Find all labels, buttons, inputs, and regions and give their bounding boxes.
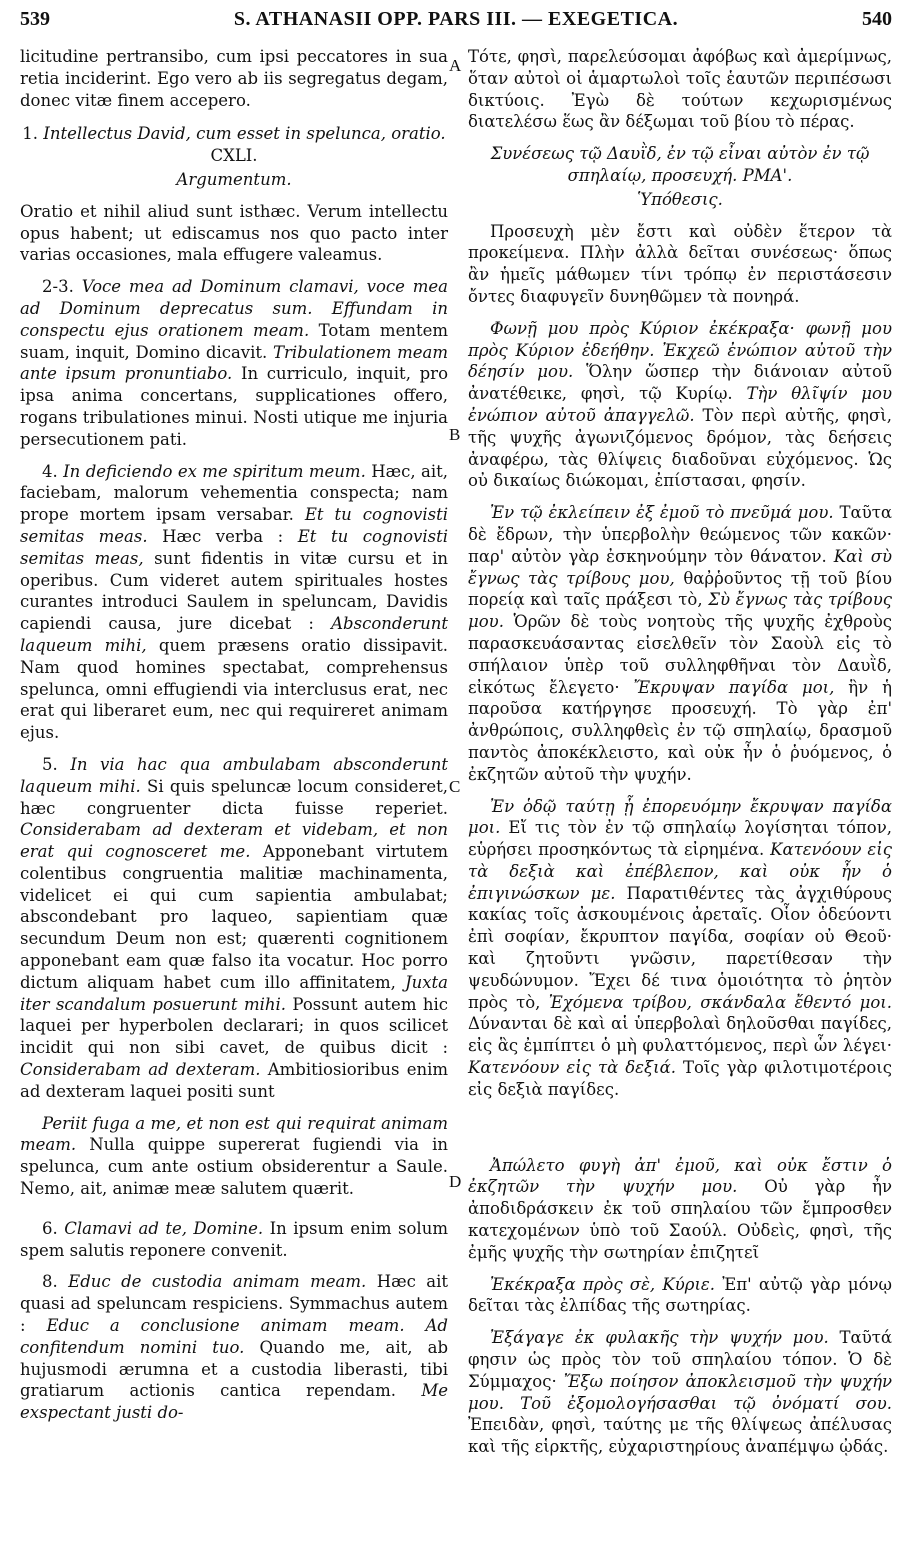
latin-paragraph-6: 5. In via hac qua ambulabam absconderunt laqueum mihi. Si quis speluncæ locum consideret, hæc congruenter dicta fuisse reperiet. Considerabam ad dexteram et videbam, et non erat qui cognosceret me. Apponebant virtutem colentibus congruentia malitiæ machinamenta, videlicet ei qui cum sapientia ambulabat; abscondebant pro laqueo, sapientiam quæ secundum Deum non est; quærenti cognitionem apponebant eam quæ falso ita vocatur. Hoc porro dictum aliquam habet cum illo affinitatem, Juxta iter scandalum posuerunt mihi. Possunt autem hic laquei per hyperbolen declarari; in quos scilicet incidit qui non sibi cavet, de quibus dicit : Considerabam ad dexteram. Ambitiosioribus enim ad dexteram laquei positi sunt [20,754,449,1101]
greek-paragraph-1: Συνέσεως τῷ Δαυῒδ, ἐν τῷ εἶναι αὐτὸν ἐν τῷ σπηλαίῳ, προσευχή. ΡΜΑ'. [490,144,870,185]
greek-paragraph-6: Ἐν ὁδῷ ταύτῃ ᾗ ἐπορευόμην ἔκρυψαν παγίδα μοι. Εἴ τις τὸν ἐν τῷ σπηλαίῳ λογίσηται τόπον, εὑρήσει προσηκόντως τὰ εἰρημένα. Κατενόουν εἰς τὰ δεξιὰ καὶ ἐπέβλεπον, καὶ οὐκ ἦν ὁ ἐπιγινώσκων με. Παρατιθέντες τὰς ἀγχιθύρους κακίας τοῖς ἀσκουμένοις ἀρεταῖς. Οἷον ὁδεύοντι ἐπὶ σοφίαν, ἔκρυπτον παγίδα, σοφίαν οὐ Θεοῦ· καὶ ζητοῦντι γνῶσιν, παρετίθεσαν τὴν ψευδώνυμον. Ἔχει δέ τινα ὁμοιότητα τὸ ῥητὸν πρὸς τὸ, Ἐχόμενα τρίβου, σκάνδαλα ἔθεντό μοι. Δύνανται δὲ καὶ αἱ ὑπερβολαὶ δηλοῦσθαι παγίδες, εἰς ἃς ἐμπίπτει ὁ μὴ φυλαττόμενος, περὶ ὧν λέγει· Κατενόουν εἰς τὰ δεξιά. Τοῖς γὰρ φιλοτιμοτέροις εἰς δεξιὰ παγίδες. [468,796,892,1099]
greek-paragraph-2: Ὑπόθεσις. [637,189,723,209]
latin-paragraph-9: 8. Educ de custodia animam meam. Hæc ait quasi ad speluncam respiciens. Symmachus autem : Educ a conclusione animam meam. Ad confitendum nomini tuo. Quando me, ait, ab hujusmodi ærumna et a custodia liberasti, tibi gratiarum actionis cantica rependam. Me exspectant justi do- [20,1272,449,1423]
section-marker-c: C [449,777,461,796]
greek-paragraph-7: Ἀπώλετο φυγὴ ἀπ' ἐμοῦ, καὶ οὐκ ἔστιν ὁ ἐκζητῶν τὴν ψυχήν μου. Οὐ γὰρ ἦν ἀποδιδράσκειν ἐκ τοῦ σπηλαίου τῶν ἔμπροσθεν κατεχομένων ὑπὸ τοῦ Σαούλ. Οὐδεὶς, φησὶ, τῆς ἐμῆς ψυχῆς τὴν σωτηρίαν ἐπιζητεῖ [468,1155,892,1262]
section-marker-d: D [449,1172,462,1191]
greek-paragraph-3: Προσευχὴ μὲν ἔστι καὶ οὐδὲν ἕτερον τὰ προκείμενα. Πλὴν ἀλλὰ δεῖται συνέσεως· ὅπως ἂν ἡμεῖς μάθωμεν τίνι τρόπῳ ἐν περιστάσεσιν ὄντες διαφυγεῖν δυνηθῶμεν τὰ πονηρά. [468,221,892,306]
latin-column [20,46,448,1434]
greek-paragraph-0: Τότε, φησὶ, παρελεύσομαι ἀφόβως καὶ ἀμερίμνως, ὅταν αὐτοὶ οἱ ἁμαρτωλοὶ τοῖς ἑαυτῶν περιπέσωσι δικτύοις. Ἐγὼ δὲ τούτων κεχωρισμένως διατελέσω ἕως ἂν δέξωμαι τοῦ βίου τὸ πέρας. [468,47,892,132]
latin-paragraph-5: 4. In deficiendo ex me spiritum meum. Hæc, ait, faciebam, malorum vehementia conspecta; nam prope mortem ipsam versabar. Et tu cognovisti semitas meas. Hæc verba : Et tu cognovisti semitas meas, sunt fidentis in vitæ cursu et in operibus. Cum videret autem spirituales hostes curantes introduci Saulem in speluncam, Davidis capiendi causa, jure dicebat : Absconderunt laqueum mihi, quem præsens oratio dissipavit. Nam quod homines spectabat, comprehensus spelunca, omni effugiendi via interclusus erat, nec erat qui liberaret eum, nec qui requireret animam ejus. [20,461,449,743]
page-header [20,8,892,34]
latin-paragraph-0: licitudine pertransibo, cum ipsi peccatores in sua retia inciderint. Ego vero ab iis segregatus degam, donec vitæ finem accepero. [20,47,448,110]
left-page-number: 539 [20,8,50,30]
greek-paragraph-9: Ἐξάγαγε ἐκ φυλακῆς τὴν ψυχήν μου. Ταῦτά φησιν ὡς πρὸς τὸν τοῦ σπηλαίου τόπον. Ὁ δὲ Σύμμαχος· Ἔξω ποίησον ἀποκλεισμοῦ τὴν ψυχήν μου. Τοῦ ἐξομολογήσασθαι τῷ ὀνόματί σου. Ἐπειδὰν, φησὶ, ταύτης με τῆς θλίψεως ἀπέλυσας καὶ τῆς εἱρκτῆς, εὐχαριστηρίους ἀναπέμψω ᾠδάς. [468,1328,893,1457]
greek-paragraph-8: Ἐκέκραξα πρὸς σὲ, Κύριε. Ἐπ' αὐτῷ γὰρ μόνῳ δεῖται τὰς ἐλπίδας τῆς σωτηρίας. [468,1274,892,1316]
greek-paragraph-5: Ἐν τῷ ἐκλείπειν ἐξ ἐμοῦ τὸ πνεῦμά μου. Ταῦτα δὲ ἔδρων, τὴν ὑπερβολὴν θεώμενος τῶν κακῶν· παρ' αὐτὸν γὰρ ἐσκηνούμην τὸν θάνατον. Καὶ σὺ ἔγνως τὰς τρίβους μου, θαῤῥοῦντος τῇ τοῦ βίου πορείᾳ καὶ ταῖς πράξεσι τὸ, Σὺ ἔγνως τὰς τρίβους μου. Ὁρῶν δὲ τοὺς νοητοὺς τῆς ψυχῆς ἐχθροὺς παρασκευάσαντας εἰσελθεῖν τὸν Σαοὺλ εἰς τὸ σπήλαιον ὑπὲρ τοῦ συλληφθῆναι τὸν Δαυῒδ, εἰκότως ἔλεγετο· Ἔκρυψαν παγίδα μοι, ἣν ἡ παροῦσα κατήργησε προσευχή. Τὸ γὰρ ἐπ' ἀνθρώποις, συλληφθεὶς ἐν τῷ σπηλαίῳ, δρασμοῦ παντὸς ἀποκέκλειστο, καὶ οὐκ ἦν ὁ ῥυόμενος, ὁ ἐκζητῶν αὐτοῦ τὴν ψυχήν. [468,503,892,784]
right-page-number: 540 [862,8,892,30]
greek-paragraph-4: Φωνῇ μου πρὸς Κύριον ἐκέκραξα· φωνῇ μου πρὸς Κύριον ἐδεήθην. Ἐκχεῶ ἐνώπιον αὐτοῦ τὴν δέησίν μου. Ὅλην ὥσπερ τὴν διάνοιαν αὐτοῦ ἀνατέθεικε, φησὶ, τῷ Κυρίῳ. Τὴν θλῖψίν μου ἐνώπιον αὐτοῦ ἀπαγγελῶ. Τὸν περὶ αὐτῆς, φησὶ, τῆς ψυχῆς ἀγωνιζόμενος δρόμον, τὰς δεήσεις ἀναφέρω, τὰς θλίψεις διαδοῦναι εὐχόμενος. Ὡς οὐ δικαίως διώκομαι, ἐπίστασαι, φησίν. [468,318,892,491]
latin-paragraph-7: Periit fuga a me, et non est qui requirat animam meam. Nulla quippe supererat fugiendi via in spelunca, cum ante ostium obsiderentur a Saule. Nemo, ait, animæ meæ salutem quærit. [20,1113,448,1199]
latin-paragraph-2: Argumentum. [176,169,292,189]
latin-paragraph-8: 6. Clamavi ad te, Domine. In ipsum enim solum spem salutis reponere convenit. [20,1218,448,1260]
latin-paragraph-1: 1. Intellectus David, cum esset in spelunca, oratio. CXLI. [22,124,446,166]
section-marker-a: A [449,56,462,75]
running-title: S. ATHANASII OPP. PARS III. — EXEGETICA. [233,8,679,30]
section-marker-b: B [449,425,461,444]
greek-column [468,46,892,1468]
latin-paragraph-4: 2-3. Voce mea ad Dominum clamavi, voce mea ad Dominum deprecatus sum. Effundam in conspectu ejus orationem meam. Totam mentem suam, inquit, Domino dicavit. Tribulationem meam ante ipsum pronuntiabo. In curriculo, inquit, pro ipsa anima concertans, supplicationes offero, rogans tribulationes minui. Nosti utique me injuria persecutionem pati. [20,277,449,449]
latin-paragraph-3: Oratio et nihil aliud sunt isthæc. Verum intellectu opus habent; ut ediscamus nos quo pacto inter varias occasiones, mala effugere valeamus. [20,201,448,265]
